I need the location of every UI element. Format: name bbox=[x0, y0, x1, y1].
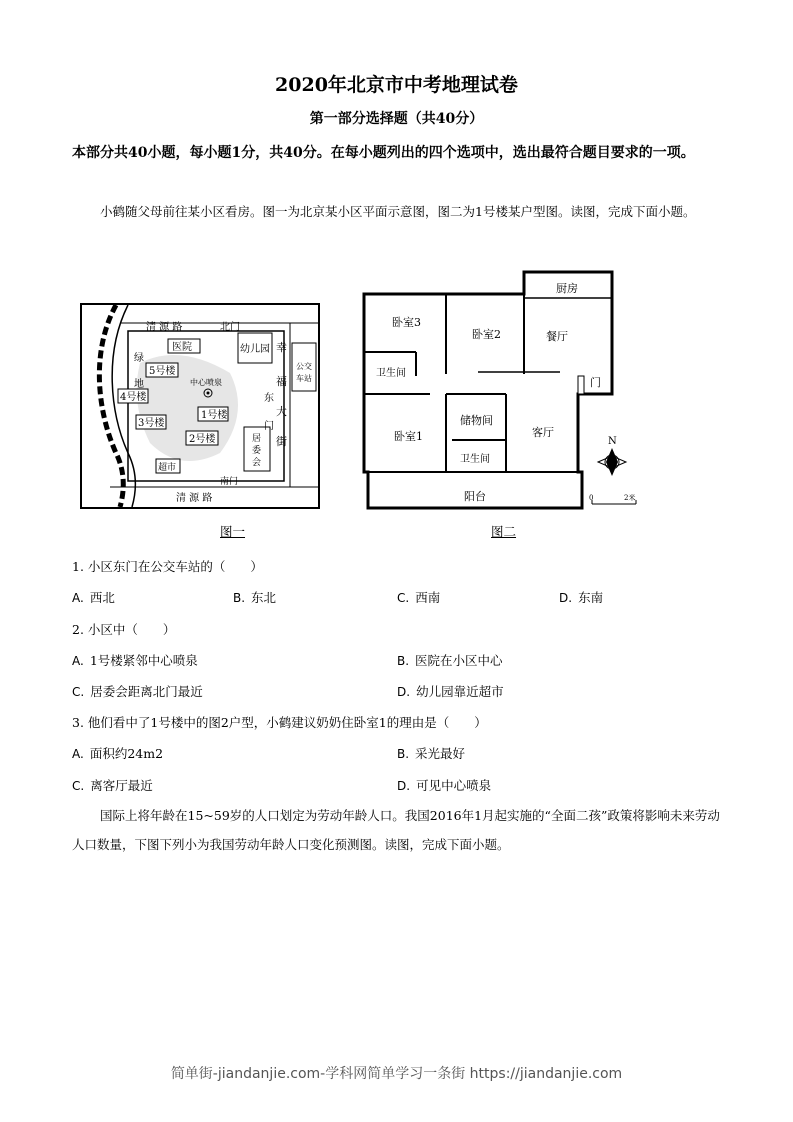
label-fountain: 中心喷泉 bbox=[190, 378, 222, 387]
intro-paragraph-1: 小鹤随父母前往某小区看房。图一为北京某小区平面示意图，图二为1号楼某户型图。读图，完成下面小题。 bbox=[100, 204, 696, 219]
label-building-5: 5号楼 bbox=[149, 366, 176, 377]
label-south-gate: 南门 bbox=[220, 477, 239, 487]
label-xingfu-2: 福 bbox=[276, 375, 287, 388]
label-committee-2: 委 bbox=[252, 446, 262, 456]
label-bedroom-3: 卧室3 bbox=[392, 316, 421, 329]
label-living-room: 客厅 bbox=[532, 426, 554, 439]
label-bus-2: 车站 bbox=[296, 374, 312, 383]
question-3-option-a[interactable]: A. 面积约24m2 bbox=[72, 746, 164, 761]
label-storage: 储物间 bbox=[460, 414, 493, 427]
label-scale-2: 2米 bbox=[624, 494, 636, 502]
label-east-gate-1: 东 bbox=[264, 393, 274, 404]
question-1-option-c[interactable]: C. 西南 bbox=[397, 590, 441, 605]
label-building-1: 1号楼 bbox=[201, 410, 228, 421]
label-supermarket: 超市 bbox=[158, 463, 177, 473]
label-east-gate-2: 门 bbox=[264, 421, 274, 432]
label-xingfu-3: 大 bbox=[276, 405, 287, 418]
label-qingyuan-road-2: 清 源 路 bbox=[176, 493, 213, 504]
label-building-2: 2号楼 bbox=[189, 434, 216, 445]
label-dining: 餐厅 bbox=[546, 330, 568, 343]
question-2-option-d[interactable]: D. 幼儿园靠近超市 bbox=[397, 684, 504, 699]
question-1-option-d[interactable]: D. 东南 bbox=[559, 590, 604, 605]
compass-icon bbox=[598, 448, 626, 476]
label-north-gate: 北门 bbox=[220, 322, 240, 333]
section-title: 第一部分选择题（共40分） bbox=[309, 111, 484, 127]
page-title: 2020年北京市中考地理试卷 bbox=[275, 74, 518, 96]
question-2-option-a[interactable]: A. 1号楼紧邻中心喷泉 bbox=[72, 653, 198, 668]
label-bathroom-bottom: 卫生间 bbox=[460, 454, 490, 465]
label-kindergarten: 幼儿园 bbox=[240, 344, 270, 355]
label-building-4: 4号楼 bbox=[120, 392, 147, 403]
label-balcony: 阳台 bbox=[464, 490, 486, 503]
label-scale-0: 0 bbox=[589, 494, 594, 502]
figure2-caption: 图二 bbox=[491, 524, 517, 539]
label-qingyuan-road: 清 源 路 bbox=[146, 322, 183, 333]
question-3-option-b[interactable]: B. 采光最好 bbox=[397, 746, 466, 761]
question-3-option-c[interactable]: C. 离客厅最近 bbox=[72, 778, 153, 793]
question-3-option-d[interactable]: D. 可见中心喷泉 bbox=[397, 778, 492, 793]
label-committee-1: 居 bbox=[252, 434, 262, 444]
figure1-caption: 图一 bbox=[220, 524, 246, 539]
question-2-option-b[interactable]: B. 医院在小区中心 bbox=[397, 653, 503, 668]
label-hospital: 医院 bbox=[172, 342, 192, 353]
label-bedroom-1: 卧室1 bbox=[394, 430, 423, 443]
label-xingfu-4: 街 bbox=[276, 435, 287, 448]
label-north: N bbox=[608, 436, 617, 447]
figure2-floor-plan bbox=[360, 268, 640, 512]
label-door: 门 bbox=[590, 376, 601, 389]
label-green-2: 地 bbox=[134, 379, 144, 390]
label-xingfu-1: 幸 bbox=[276, 341, 287, 354]
question-1-option-b[interactable]: B. 东北 bbox=[233, 590, 277, 605]
question-1-option-a[interactable]: A. 西北 bbox=[72, 590, 115, 605]
label-committee-3: 会 bbox=[252, 458, 262, 468]
page-footer-watermark: 简单街-jiandanjie.com-学科网简单学习一条街 https://jiandanjie.com bbox=[170, 1066, 623, 1082]
question-2-option-c[interactable]: C. 居委会距离北门最近 bbox=[72, 684, 203, 699]
intro-paragraph-2: 国际上将年龄在15~59岁的人口划定为劳动年龄人口。我国2016年1月起实施的“全面二孩”政策将影响未来劳动人口数量，下图下列小为我国劳动年龄人口变化预测图。读图，完成下面小题。 bbox=[72, 808, 720, 852]
question-3-stem: 3. 他们看中了1号楼中的图2户型，小鹤建议奶奶住卧室1的理由是（ ） bbox=[72, 715, 487, 730]
label-bus-1: 公交 bbox=[296, 362, 312, 371]
question-2-stem: 2. 小区中（ ） bbox=[72, 622, 176, 637]
figure1-community-map bbox=[80, 303, 320, 509]
label-bedroom-2: 卧室2 bbox=[472, 328, 501, 341]
label-bathroom-top: 卫生间 bbox=[376, 368, 406, 379]
label-green-1: 绿 bbox=[134, 353, 144, 364]
label-building-3: 3号楼 bbox=[138, 418, 165, 429]
label-kitchen: 厨房 bbox=[556, 282, 578, 295]
question-1-stem: 1. 小区东门在公交车站的（ ） bbox=[72, 559, 263, 574]
section-instructions: 本部分共40小题，每小题1分，共40分。在每小题列出的四个选项中，选出最符合题目要求的一项。 bbox=[72, 145, 695, 161]
